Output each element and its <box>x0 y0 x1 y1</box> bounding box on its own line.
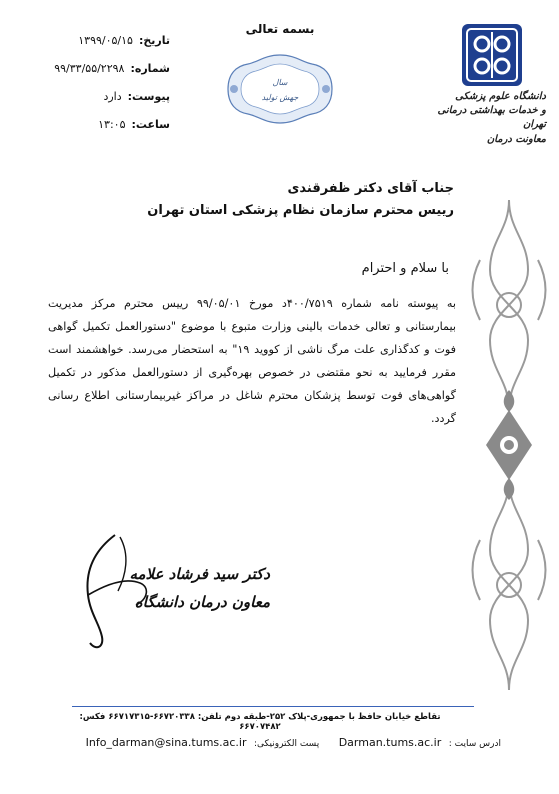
greeting: با سلام و احترام <box>361 261 449 276</box>
letter-body: به پیوسته نامه شماره ۴۰۰/۷۵۱۹د مورخ ۹۹/۰۵/۰۱ رییس محترم مرکز مدیریت بیمارستانی و تعالی خدمات بالینی وزارت متبوع با موضوع "دستورالعمل تکمیل گواهی فوت و کدگذاری علت مرگ ناشی از کووید ۱۹" به استحضار می‌رسد. خواهشمند است مقرر فرمایید به نحو مقتضی در خصوص بهره‌گیری از دستورالعمل مذکور در تکمیل گواهی‌های فوت توسط پزشکان محترم شاغل در مراکز غیربیمارستانی اطلاع رسانی گردد. <box>48 297 456 425</box>
footer-email-label: پست الکترونیکی: <box>254 739 320 749</box>
university-name-line1: دانشگاه علوم پزشکی <box>455 91 546 102</box>
footer-site-link[interactable]: Darman.tums.ac.ir <box>338 736 442 749</box>
recipient-line2: رییس محترم سازمان نظام پزشکی استان تهران <box>147 203 454 218</box>
university-name <box>430 90 546 148</box>
signatory-name: دکتر سید فرشاد علامه <box>129 565 270 583</box>
footer-email-link[interactable]: Info_darman@sina.tums.ac.ir <box>85 736 247 749</box>
footer-contact <box>55 736 505 749</box>
decorative-ornament-icon <box>470 200 548 690</box>
meta-time-value: ۱۳:۰۵ <box>98 118 126 131</box>
recipient-line1: جناب آقای دکتر ظفرقندی <box>287 181 454 196</box>
meta-number-value: ۹۹/۳۳/۵۵/۲۲۹۸ <box>54 62 125 75</box>
meta-number <box>40 62 170 75</box>
recipient-block <box>147 178 454 222</box>
slogan-line1: سال <box>272 78 288 87</box>
meta-time-label: ساعت: <box>131 118 170 131</box>
footer-site-label: ادرس سایت : <box>448 739 501 749</box>
meta-number-label: شماره: <box>130 62 170 75</box>
slogan-line2: جهش تولید <box>261 93 299 102</box>
signatory <box>120 560 270 616</box>
meta-date-label: تاریخ: <box>138 34 170 47</box>
slogan-emblem <box>220 52 340 126</box>
university-name-line2: و خدمات بهداشتی درمانی تهران <box>437 105 546 130</box>
meta-attachment <box>40 90 170 103</box>
footer-divider <box>72 706 474 707</box>
university-name-line3: معاونت درمان <box>486 134 546 145</box>
university-logo-icon <box>460 22 524 88</box>
meta-attachment-label: پیوست: <box>127 90 170 103</box>
meta-date <box>40 34 170 47</box>
footer-address: تقاطع خیابان حافظ با جمهوری-پلاک ۲۵۲-طبقه دوم تلفن: ۶۶۷۲۰۳۳۸-۶۶۷۱۷۳۱۵ فکس: ۶۶۷۰۷۴۸۲ <box>79 712 441 732</box>
meta-time <box>40 118 170 131</box>
meta-attachment-value: دارد <box>103 90 122 103</box>
meta-date-value: ۱۳۹۹/۰۵/۱۵ <box>78 34 133 47</box>
signatory-title: معاون درمان دانشگاه <box>134 593 270 611</box>
bismillah-heading: بسمه تعالی <box>245 22 315 36</box>
